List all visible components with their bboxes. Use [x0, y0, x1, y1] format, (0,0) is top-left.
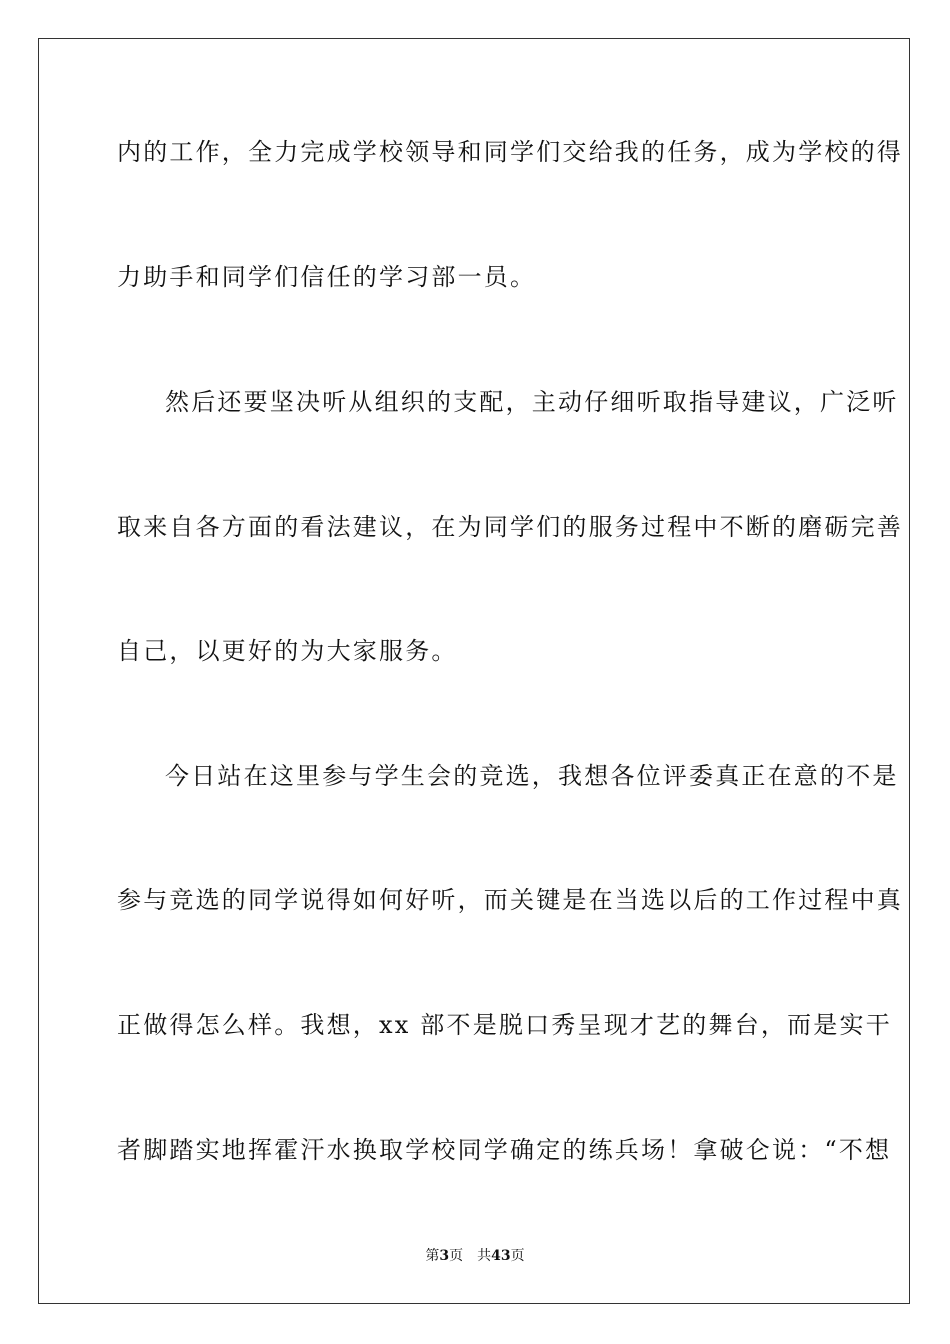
- text-line: 正做得怎么样。我想，xx 部不是脱口秀呈现才艺的舞台，而是实干: [117, 1011, 892, 1039]
- footer-page-suffix: 页: [449, 1248, 464, 1264]
- text-line: 者脚踏实地挥霍汗水换取学校同学确定的练兵场！拿破仑说：“不想: [117, 1136, 892, 1164]
- footer-total-pages: 43: [491, 1248, 511, 1264]
- paragraph-first-line: 今日站在这里参与学生会的竞选，我想各位评委真正在意的不是: [165, 762, 899, 790]
- page-footer: [0, 1247, 950, 1265]
- text-line: 力助手和同学们信任的学习部一员。: [117, 263, 537, 291]
- page-border: [38, 38, 910, 1304]
- text-line: 自己，以更好的为大家服务。: [117, 637, 458, 665]
- paragraph-first-line: 然后还要坚决听从组织的支配，主动仔细听取指导建议，广泛听: [165, 388, 899, 416]
- text-line: 内的工作，全力完成学校领导和同学们交给我的任务，成为学校的得: [117, 138, 903, 166]
- footer-total-prefix: 共: [477, 1248, 492, 1264]
- footer-page-prefix: 第: [425, 1248, 440, 1264]
- text-line: 参与竞选的同学说得如何好听，而关键是在当选以后的工作过程中真: [117, 886, 903, 914]
- text-line: 取来自各方面的看法建议，在为同学们的服务过程中不断的磨砺完善: [117, 513, 903, 541]
- footer-page-number: 3: [439, 1248, 450, 1264]
- footer-total-suffix: 页: [510, 1248, 525, 1264]
